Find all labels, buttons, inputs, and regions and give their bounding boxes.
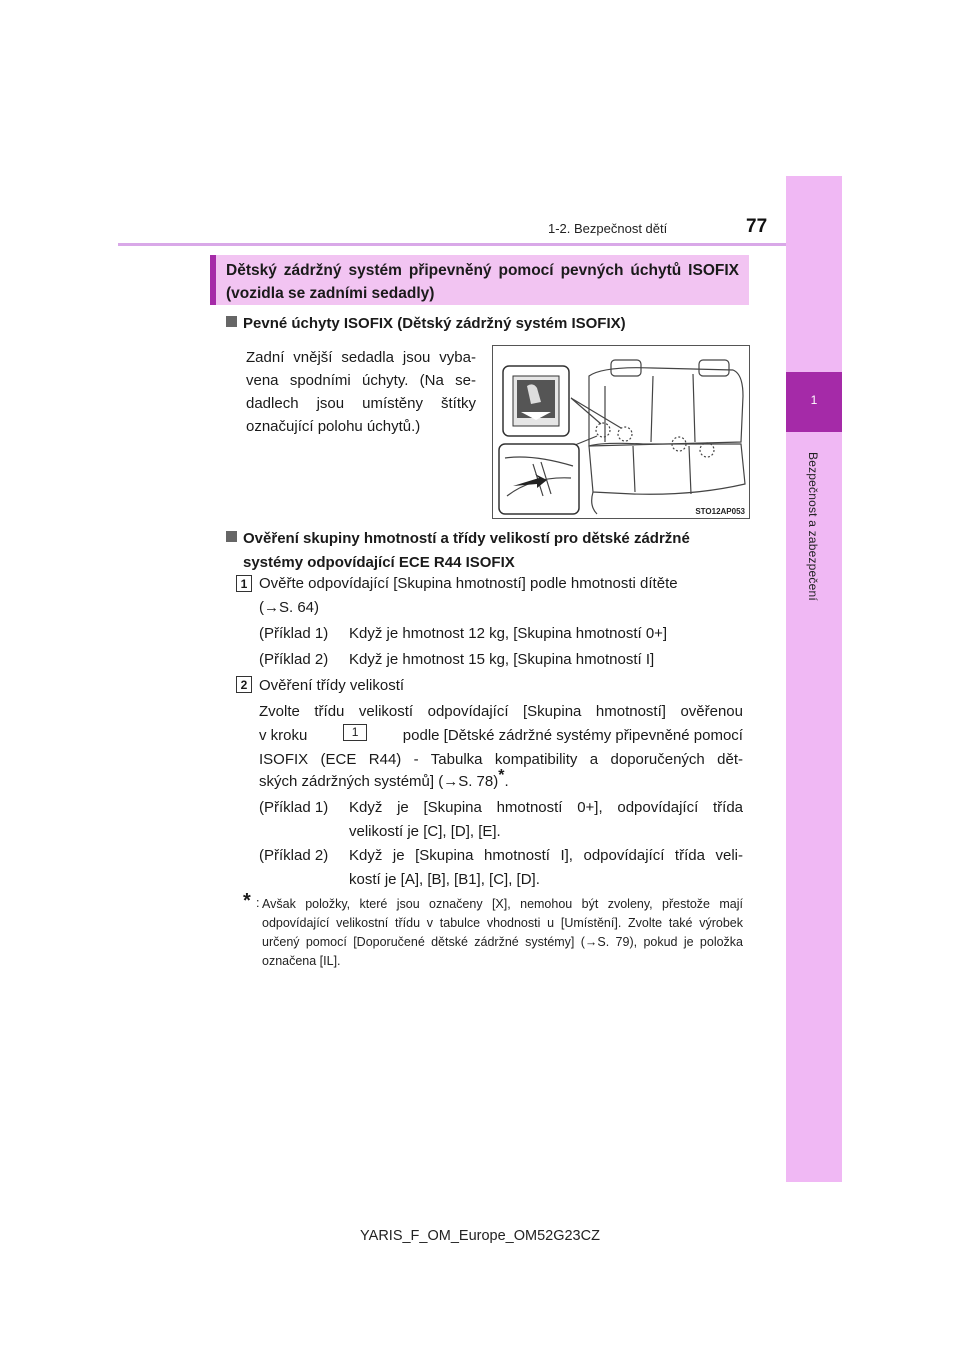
step2-line3: ISOFIX (ECE R44) - Tabulka kompatibility a doporučených dět- [259, 751, 743, 768]
step-number: 1 [236, 575, 252, 592]
section-label: 1-2. Bezpečnost dětí [548, 221, 668, 236]
step2-line1: Zvolte třídu velikostí odpovídající [Skupina hmotností] ověřenou [259, 703, 743, 720]
footnote-text: Avšak položky, které jsou označeny [X], nemohou být zvoleny, přestože mají odpovídající velikostní třídu v tabulce vhodnosti u [Umístění]. Zvolte také výrobek určený pomocí [Doporučené dětské zádržné systémy] (→S. 79), pokud je položka označena [IL]. [262, 897, 743, 968]
step1-page-ref[interactable]: (→S. 64) [259, 599, 320, 616]
step1-text: Ověřte odpovídající [Skupina hmotností] podle hmotnosti dítěte [259, 575, 678, 592]
document-footer-code: YARIS_F_OM_Europe_OM52G23CZ [360, 1228, 600, 1244]
step-number: 2 [236, 676, 252, 693]
step2-line4: ských zádržných systémů] (→S. 78)*. [259, 767, 509, 790]
chapter-side-tab [786, 176, 842, 1182]
footnote-colon: : [256, 896, 260, 910]
isofix-anchor-illustration [492, 345, 750, 519]
subsection-heading-weight-group: Ověření skupiny hmotností a třídy velikostí pro dětské zádržné [226, 527, 756, 551]
subsection-heading-isofix-anchors: Pevné úchyty ISOFIX (Dětský zádržný systém ISOFIX) [226, 312, 756, 336]
step2-title: Ověření třídy velikostí [259, 677, 405, 694]
subsection-heading-line2: systémy odpovídající ECE R44 ISOFIX [243, 554, 515, 571]
step2-example1: (Příklad 1) Když je [Skupina hmotností 0+], odpovídající třída velikostí je [C], [D], [E]. [259, 799, 743, 840]
isofix-description: Zadní vnější sedadla jsou vybavena spodními úchyty. (Na sedadlech jsou umístěny štítky označující polohu úchytů.) [246, 349, 476, 435]
rear-seat-drawing [493, 346, 749, 518]
chapter-title: Bezpečnost a zabezpečení [806, 452, 820, 601]
step2-line2: v kroku 1 podle [Dětské zádržné systémy připevněné pomocí [259, 725, 743, 744]
step1-example1: (Příklad 1) Když je hmotnost 12 kg, [Skupina hmotností 0+] [259, 625, 668, 642]
bullet-square-icon [226, 316, 237, 327]
page-number: 77 [746, 216, 768, 237]
chapter-number: 1 [810, 393, 818, 407]
bullet-square-icon [226, 531, 237, 542]
step1-example2: (Příklad 2) Když je hmotnost 15 kg, [Skupina hmotností I] [259, 651, 655, 668]
header-divider [118, 243, 840, 246]
footnote-mark: * [243, 890, 251, 912]
page-ref-link[interactable]: ských zádržných systémů] (→S. 78) [259, 773, 499, 790]
step-ref-box: 1 [343, 724, 367, 741]
section-title-box [210, 255, 749, 305]
figure-code: STO12AP053 [695, 507, 745, 516]
section-title: Dětský zádržný systém připevněný pomocí pevných úchytů ISOFIX (vozidla se zadními sedadly) [226, 262, 739, 302]
step2-example2: (Příklad 2) Když je [Skupina hmotností I], odpovídající třída veli- kostí je [A], [B], [B1], [C], [D]. [259, 847, 743, 888]
